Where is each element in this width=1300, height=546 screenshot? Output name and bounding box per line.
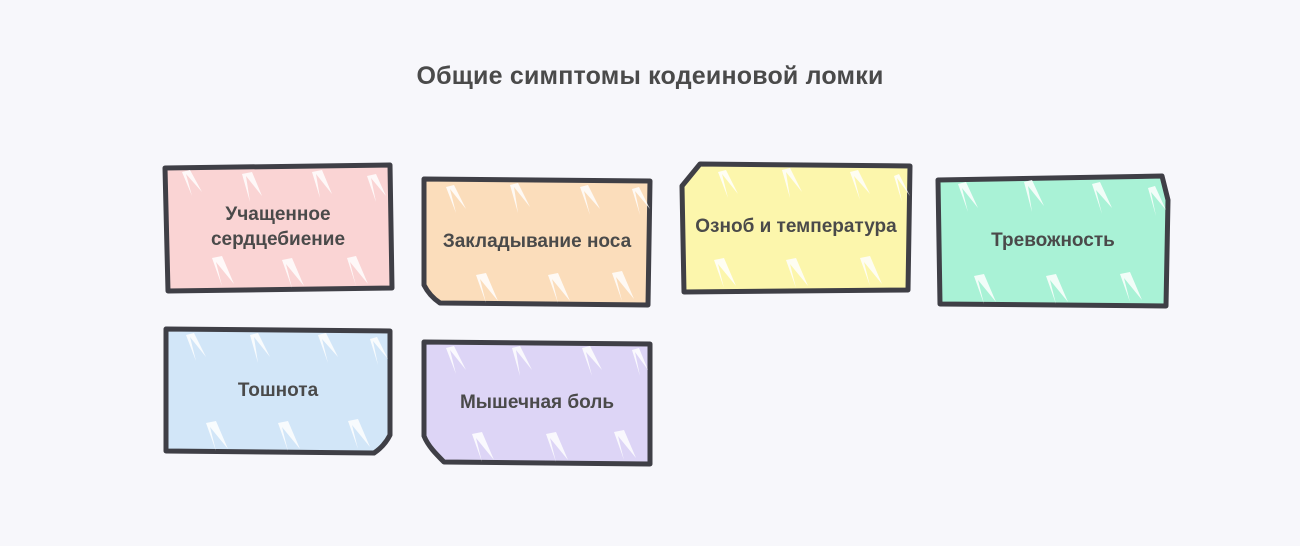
note-label-muscle-pain: Мышечная боль (459, 391, 615, 413)
note-label-chills-fever: Озноб и температура (695, 215, 897, 237)
page-title: Общие симптомы кодеиновой ломки (416, 62, 884, 90)
note-card-anxiety[interactable] (934, 172, 1172, 310)
note-card-chills-fever[interactable] (678, 160, 914, 294)
note-card-tachycardia[interactable] (162, 162, 394, 294)
note-label-nasal-congestion: Закладывание носа (442, 230, 632, 252)
note-card-nasal-congestion[interactable] (420, 175, 654, 309)
note-card-nausea[interactable] (162, 325, 394, 457)
note-label-nausea: Тошнота (237, 379, 319, 401)
note-card-muscle-pain[interactable] (420, 338, 654, 468)
note-label-tachycardia: Учащенное сердцебиение (210, 204, 346, 250)
note-label-anxiety: Тревожность (991, 229, 1115, 251)
